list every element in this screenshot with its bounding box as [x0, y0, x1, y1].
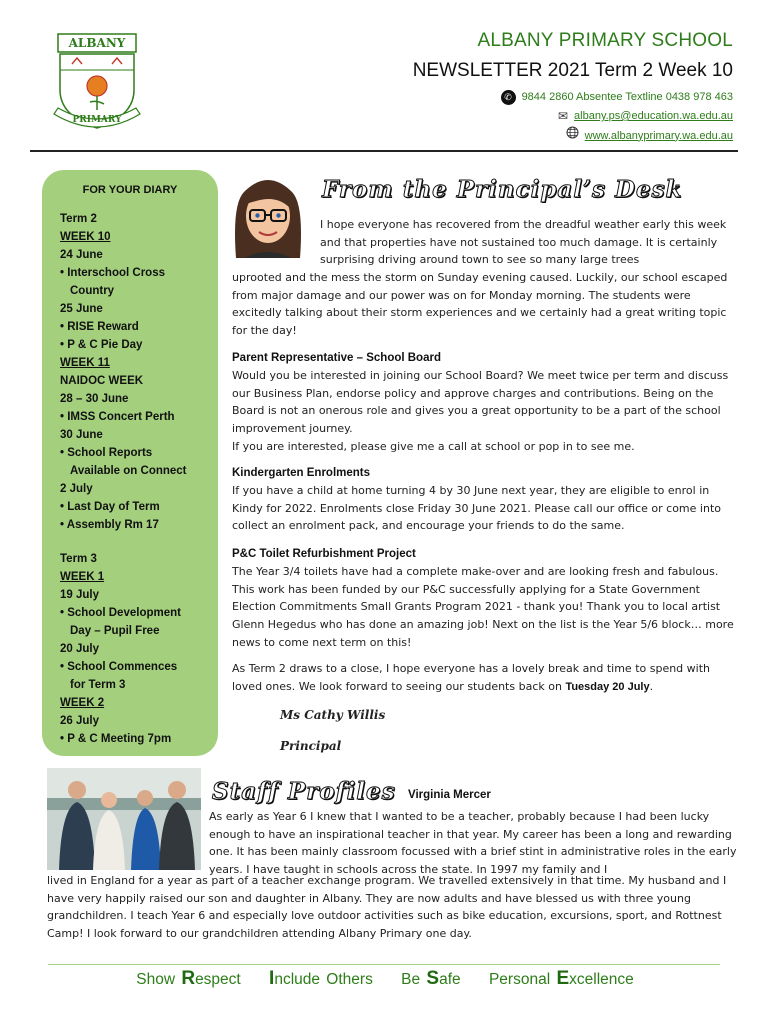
- diary-event: • P & C Meeting 7pm: [60, 733, 172, 745]
- toilet-heading: P&C Toilet Refurbishment Project: [232, 548, 416, 560]
- closing-text: [232, 660, 742, 696]
- diary-date: 28 – 30 June: [60, 393, 129, 405]
- diary-title: FOR YOUR DIARY: [82, 184, 178, 196]
- diary-event-cont: for Term 3: [70, 679, 126, 691]
- toilet-text: The Year 3/4 toilets have had a complete make-over and are looking fresh and fabulous. This work has been funded by our P&C successfully applying for a State Government Election Commitments Small Grants Program 2021 - thank you! Thank you to local artist Glenn Hegedus who has done an amazing job! Next on the list is the Year 5/6 block… more news to come next term on this!: [232, 565, 734, 649]
- diary-date: 20 July: [60, 643, 99, 655]
- crest-top-text: ALBANY: [68, 36, 126, 50]
- diary-event-cont: Day – Pupil Free: [70, 625, 160, 637]
- diary-event: • School Development: [60, 607, 181, 619]
- principal-intro-cont: uprooted and the mess the storm on Sunday evening caused. Luckily, our school escaped from major damage and our power was on for Monday morning. The students were excitedly talking about their storm experiences and we certainly had a great writing topic for the day!: [232, 271, 728, 338]
- diary-event: • RISE Reward: [60, 321, 139, 333]
- diary-date: 30 June: [60, 429, 103, 441]
- diary-term: Term 3: [60, 553, 97, 565]
- footer-divider: [48, 964, 720, 965]
- website-link[interactable]: www.albanyprimary.wa.edu.au: [584, 129, 733, 142]
- closing-end: .: [649, 679, 654, 693]
- diary-week: WEEK 10: [60, 231, 111, 243]
- diary-event: • Interschool Cross: [60, 267, 165, 279]
- staff-heading: Staff Profiles: [212, 778, 396, 805]
- diary-event: • P & C Pie Day: [60, 339, 143, 351]
- staff-family-photo: [47, 768, 201, 870]
- diary-week: WEEK 2: [60, 697, 105, 709]
- diary-event: • Last Day of Term: [60, 501, 160, 513]
- board-heading: Parent Representative – School Board: [232, 352, 441, 364]
- closing-body: As Term 2 draws to a close, I hope everyone has a lovely break and time to spend with loved ones. We look forward to seeing our students back on: [232, 662, 711, 693]
- diary-date: 19 July: [60, 589, 99, 601]
- school-crest-logo: [52, 30, 142, 135]
- contact-block: [413, 88, 733, 146]
- header-info: [413, 30, 733, 146]
- diary-event-cont: Available on Connect: [70, 465, 187, 477]
- diary-date: 24 June: [60, 249, 103, 261]
- newsletter-title: NEWSLETTER 2021 Term 2 Week 10: [412, 60, 733, 81]
- kindy-heading: Kindergarten Enrolments: [232, 467, 371, 479]
- value-respect: Show Respect: [136, 968, 241, 989]
- school-values-footer: [0, 968, 770, 990]
- value-safe: Be Safe: [401, 968, 461, 989]
- signature-role: Principal: [280, 739, 342, 753]
- diary-heading: NAIDOC WEEK: [60, 375, 144, 387]
- value-include: Include Others: [269, 968, 373, 989]
- globe-icon: [566, 126, 579, 146]
- principal-heading: From the Principal’s Desk: [322, 176, 683, 203]
- diary-event: • School Reports: [60, 447, 153, 459]
- diary-date: 25 June: [60, 303, 103, 315]
- diary-term: Term 2: [60, 213, 97, 225]
- closing-date: Tuesday 20 July: [565, 680, 650, 693]
- email-link[interactable]: albany.ps@education.wa.edu.au: [574, 110, 733, 122]
- diary-date: 26 July: [60, 715, 99, 727]
- principal-intro: I hope everyone has recovered from the dreadful weather early this week and that properties have not sustained too much damage. It is certainly surprising driving around town to see so many large trees: [320, 218, 727, 267]
- diary-date: 2 July: [60, 483, 93, 495]
- crest-bottom-text: PRIMARY: [72, 115, 122, 125]
- diary-event: • IMSS Concert Perth: [60, 411, 175, 423]
- diary-week: WEEK 1: [60, 571, 105, 583]
- email-icon: ✉: [557, 109, 569, 123]
- kindy-text: If you have a child at home turning 4 by 30 June next year, they are eligible to enrol in Kindy for 2022. Enrolments close Friday 30 June 2021. Please call our office or come into collect an enrolment pack, and encourage your friends to do the same.: [232, 484, 721, 533]
- toilet-section: [232, 546, 742, 652]
- board-text-2: If you are interested, please give me a call at school or pop in to see me.: [232, 439, 635, 453]
- header-divider: [30, 150, 738, 152]
- staff-text: As early as Year 6 I knew that I wanted to be a teacher, probably because I had been lucky enough to have an inspirational teacher in that year. My career has been a long and rewarding one. It has been mainly classroom focussed with a brief stint in administrative roles in the early years. I have taught in schools across the state. In 1997 my family and I: [209, 810, 737, 877]
- diary-event: • School Commences: [60, 661, 178, 673]
- staff-text-cont: lived in England for a year as part of a teacher exchange program. We travelled extensively in that time. My husband and I have very happily raised our son and daughter in Albany. They are now adults and have blessed us with three young grandchildren. I teach Year 6 and especially love outdoor activities such as bike education, excursions, sport, and Rottnest Camp! I look forward to our grandchildren attending Albany Primary one day.: [47, 874, 727, 941]
- phone-icon: ✆: [501, 90, 516, 105]
- staff-name: Virginia Mercer: [408, 789, 491, 801]
- principal-avatar: [230, 174, 306, 258]
- school-name: ALBANY PRIMARY SCHOOL: [477, 30, 733, 51]
- phone-number: 9844 2860 Absentee Textline 0438 978 463: [521, 91, 733, 103]
- board-section: [232, 350, 742, 456]
- signature-name: Ms Cathy Willis: [280, 708, 386, 722]
- kindy-section: [232, 465, 742, 535]
- diary-panel: [42, 170, 218, 756]
- diary-event: • Assembly Rm 17: [60, 519, 159, 531]
- value-excellence: Personal Excellence: [488, 968, 634, 989]
- diary-week: WEEK 11: [60, 357, 110, 369]
- board-text: Would you be interested in joining our School Board? We meet twice per term and discuss our Business Plan, endorse policy and approve charges and contributions. Being on the Board is not an onerous role and gives you a great opportunity to be a part of the school improvement journey.: [232, 369, 729, 436]
- diary-event-cont: Country: [70, 285, 115, 297]
